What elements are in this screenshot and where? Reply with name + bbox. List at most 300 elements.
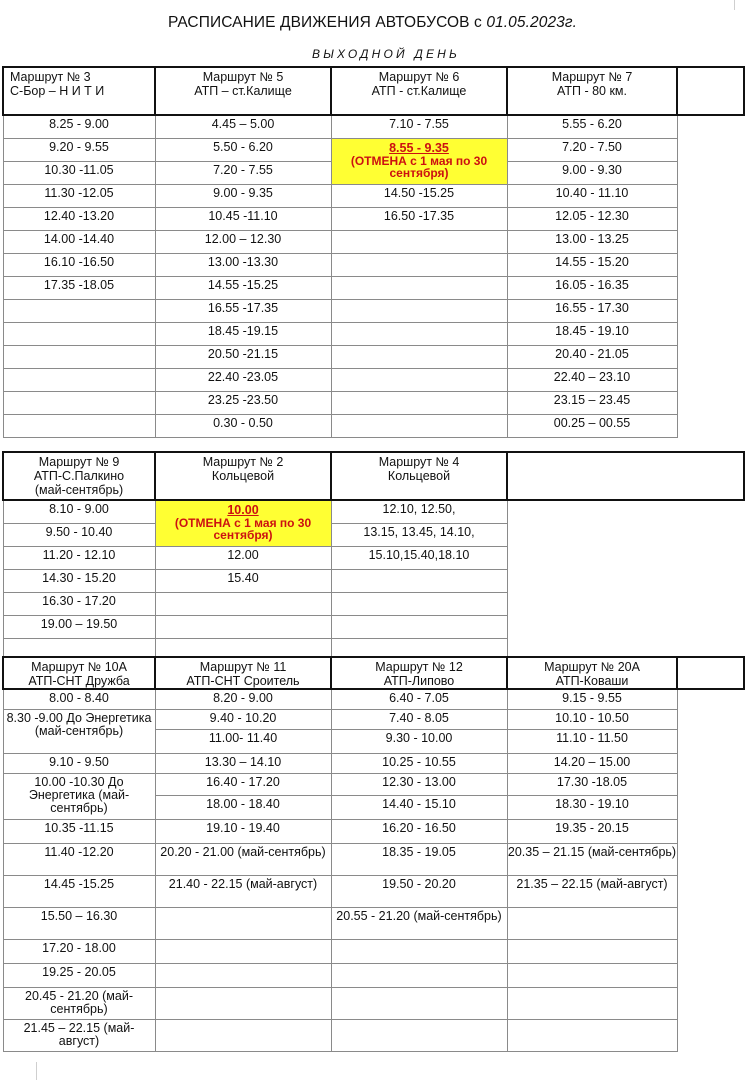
- time-cell: [3, 500, 155, 523]
- time-text: [156, 1020, 331, 1022]
- time-cell: [155, 414, 331, 437]
- time-text: [332, 254, 507, 256]
- time-cell: [155, 843, 331, 875]
- time-text: 7.10 - 7.55: [389, 117, 449, 131]
- time-text: 14.20 – 15.00: [553, 754, 631, 769]
- time-text: [332, 277, 507, 279]
- time-text: 18.45 -19.15: [207, 323, 279, 338]
- route-header-row: [3, 67, 744, 115]
- route-header-20a: [507, 657, 677, 689]
- time-text: 9.20 - 9.55: [49, 139, 109, 154]
- time-cell: [507, 207, 677, 230]
- time-text: 14.40 - 15.10: [382, 796, 456, 811]
- time-cell: [507, 414, 677, 437]
- time-cell: [507, 161, 677, 184]
- time-cell: [331, 592, 507, 615]
- time-cell: [331, 875, 507, 907]
- time-text: 12.05 - 12.30: [555, 208, 629, 223]
- time-text: 20.50 -21.15: [207, 346, 279, 361]
- route-season: (май-сентябрь): [34, 483, 124, 497]
- table-row: [3, 391, 744, 414]
- time-text: [332, 231, 507, 233]
- time-cell: [331, 939, 507, 963]
- blank-margin: [677, 1019, 744, 1051]
- time-cell: [507, 689, 677, 709]
- time-cell: [331, 322, 507, 345]
- time-cell: [331, 569, 507, 592]
- time-text: 11.10 - 11.50: [556, 730, 628, 745]
- table-row: [3, 963, 744, 987]
- blank-margin: [677, 657, 744, 689]
- time-text: 23.25 -23.50: [207, 392, 279, 407]
- time-text: 7.20 - 7.50: [562, 139, 622, 154]
- time-text: 19.50 - 20.20: [382, 876, 456, 891]
- time-cell: [3, 115, 155, 138]
- table-row: [3, 753, 744, 773]
- time-text: 20.55 - 21.20 (май-сентябрь): [336, 908, 502, 923]
- time-cell: [507, 875, 677, 907]
- route-endpoints: АТП - 80 км.: [556, 84, 627, 98]
- route-header-2: [155, 452, 331, 500]
- cancelled-trip-cell: [155, 500, 331, 546]
- time-text: [156, 964, 331, 966]
- blank-margin: [677, 773, 744, 795]
- route-endpoints: АТП – ст.Калище: [194, 84, 292, 98]
- time-text: 16.50 -17.35: [383, 208, 455, 223]
- page-edge-mark: [726, 0, 735, 10]
- time-text: 16.30 - 17.20: [42, 593, 116, 608]
- blank-margin: [507, 523, 744, 546]
- time-cell: [331, 115, 507, 138]
- time-cell: [3, 592, 155, 615]
- time-text: 19.25 - 20.05: [42, 964, 116, 979]
- time-text: 10.45 -11.10: [208, 208, 278, 223]
- time-cell: [3, 569, 155, 592]
- time-cell: [155, 987, 331, 1019]
- time-cell: [155, 773, 331, 795]
- time-text: 9.00 - 9.30: [562, 162, 622, 177]
- table-row: [3, 615, 744, 638]
- time-cell: [155, 299, 331, 322]
- route-endpoints: АТП-Коваши: [555, 674, 629, 688]
- route-number: Маршрут № 6: [378, 70, 460, 84]
- time-text: 10.40 - 11.10: [555, 185, 629, 200]
- blank-margin: [677, 115, 744, 138]
- time-cell: [3, 907, 155, 939]
- time-cell: [155, 368, 331, 391]
- time-cell: [507, 819, 677, 843]
- time-text: 12.40 -13.20: [43, 208, 115, 223]
- route-endpoints: АТП - ст.Калище: [371, 84, 467, 98]
- time-cell: [331, 345, 507, 368]
- time-text: 21.45 – 22.15 (май-август): [23, 1020, 135, 1048]
- blank-margin: [677, 939, 744, 963]
- time-cell: [155, 1019, 331, 1051]
- time-cell: [331, 773, 507, 795]
- time-cell: [331, 299, 507, 322]
- time-text: [332, 593, 507, 595]
- time-text: [508, 1020, 677, 1022]
- blank-margin: [507, 592, 744, 615]
- blank-margin: [677, 843, 744, 875]
- time-text: 10.00 -10.30 До Энергетика (май-сентябрь): [28, 774, 130, 815]
- time-text: [332, 639, 507, 641]
- time-cell: [331, 230, 507, 253]
- time-text: [332, 392, 507, 394]
- time-cell: [3, 276, 155, 299]
- time-text: 16.55 -17.35: [207, 300, 279, 315]
- time-text: 0.30 - 0.50: [213, 415, 273, 430]
- time-cell: [331, 207, 507, 230]
- time-text: [332, 964, 507, 966]
- route-number: Маршрут № 11: [199, 660, 287, 674]
- time-cell: [507, 709, 677, 729]
- route-header-7: [507, 67, 677, 115]
- time-text: 21.40 - 22.15 (май-август): [168, 876, 318, 891]
- time-cell: [3, 391, 155, 414]
- time-cell: [3, 753, 155, 773]
- blank-margin: [677, 875, 744, 907]
- time-cell: [155, 615, 331, 638]
- time-cell: [507, 795, 677, 819]
- time-text: 16.05 - 16.35: [555, 277, 629, 292]
- time-text: 16.55 - 17.30: [555, 300, 629, 315]
- time-text: 17.20 - 18.00: [42, 940, 116, 955]
- time-text: [332, 940, 507, 942]
- time-cell: [331, 184, 507, 207]
- table-row: [3, 523, 744, 546]
- cancellation-note: (ОТМЕНА с 1 мая по 30 сентября): [174, 516, 312, 542]
- time-text: 5.50 - 6.20: [213, 139, 273, 154]
- table-row: [3, 592, 744, 615]
- time-cell: [3, 138, 155, 161]
- time-cell: [3, 615, 155, 638]
- time-text: [332, 300, 507, 302]
- time-cell: [507, 963, 677, 987]
- time-cell: [155, 569, 331, 592]
- time-cell: [3, 843, 155, 875]
- blank-margin: [677, 67, 744, 115]
- time-text: 11.30 -12.05: [44, 185, 114, 200]
- route-endpoints: Кольцевой: [387, 469, 451, 483]
- blank-margin: [677, 230, 744, 253]
- time-cell: [3, 299, 155, 322]
- time-cell: [331, 523, 507, 546]
- time-text: [156, 988, 331, 990]
- time-cell: [3, 322, 155, 345]
- time-text: 9.50 - 10.40: [45, 524, 113, 539]
- time-cell: [155, 207, 331, 230]
- time-text: 20.40 - 21.05: [555, 346, 629, 361]
- time-cell: [3, 773, 155, 819]
- time-cell: [3, 414, 155, 437]
- time-text: 18.00 - 18.40: [206, 796, 280, 811]
- time-text: 20.20 - 21.00 (май-сентябрь): [160, 844, 326, 859]
- time-text: 19.00 – 19.50: [40, 616, 118, 631]
- route-header-10a: [3, 657, 155, 689]
- time-cell: [3, 875, 155, 907]
- time-text: [332, 1020, 507, 1022]
- day-type-label: ВЫХОДНОЙ ДЕНЬ: [312, 47, 461, 61]
- time-cell: [331, 987, 507, 1019]
- time-text: 7.40 - 8.05: [389, 710, 449, 725]
- table-row: [3, 819, 744, 843]
- time-text: 15.40: [227, 570, 259, 585]
- time-cell: [155, 184, 331, 207]
- title-text: РАСПИСАНИЕ ДВИЖЕНИЯ АВТОБУСОВ с: [167, 14, 482, 31]
- title-date: 01.05.2023г.: [486, 14, 578, 31]
- route-number: Маршрут № 5: [202, 70, 284, 84]
- route-number: Маршрут № 4: [378, 455, 460, 469]
- blank-margin: [677, 138, 744, 161]
- time-text: 8.10 - 9.00: [49, 502, 109, 516]
- time-cell: [155, 819, 331, 843]
- time-text: 15.10,15.40,18.10: [368, 547, 470, 562]
- time-text: 10.30 -11.05: [44, 162, 114, 177]
- cancelled-time: 8.55 - 9.35: [389, 140, 449, 155]
- time-text: 15.50 – 16.30: [40, 908, 118, 923]
- time-cell: [155, 592, 331, 615]
- time-cell: [155, 907, 331, 939]
- time-text: 8.30 -9.00 До Энергетика (май-сентябрь): [6, 710, 152, 738]
- time-cell: [155, 939, 331, 963]
- blank-margin: [507, 452, 744, 500]
- time-cell: [155, 276, 331, 299]
- time-cell: [155, 138, 331, 161]
- route-number: Маршрут № 10А: [31, 660, 127, 674]
- blank-margin: [507, 615, 744, 638]
- time-text: 19.35 - 20.15: [555, 820, 629, 835]
- blank-margin: [507, 546, 744, 569]
- time-text: 5.55 - 6.20: [562, 117, 622, 131]
- time-cell: [155, 253, 331, 276]
- time-text: 20.45 - 21.20 (май-сентябрь): [25, 988, 133, 1016]
- table-row: [3, 500, 744, 523]
- time-cell: [331, 843, 507, 875]
- route-endpoints: Кольцевой: [211, 469, 275, 483]
- time-text: 22.40 -23.05: [207, 369, 279, 384]
- route-header-4: [331, 452, 507, 500]
- time-text: [4, 639, 155, 641]
- time-text: [332, 988, 507, 990]
- table-row: [3, 138, 744, 161]
- time-text: 9.10 - 9.50: [49, 754, 109, 769]
- blank-margin: [677, 987, 744, 1019]
- route-endpoints: АТП-СНТ Сроитель: [186, 674, 300, 688]
- time-text: 18.45 - 19.10: [555, 323, 629, 338]
- time-text: [332, 369, 507, 371]
- time-cell: [507, 391, 677, 414]
- table-row: [3, 773, 744, 795]
- time-cell: [507, 907, 677, 939]
- time-cell: [3, 819, 155, 843]
- blank-margin: [677, 753, 744, 773]
- table-row: [3, 1019, 744, 1051]
- time-cell: [331, 1019, 507, 1051]
- time-cell: [507, 138, 677, 161]
- route-header-5: [155, 67, 331, 115]
- blank-margin: [677, 819, 744, 843]
- time-cell: [155, 709, 331, 729]
- table-row: [3, 345, 744, 368]
- time-cell: [3, 546, 155, 569]
- time-cell: [507, 987, 677, 1019]
- table-row: [3, 299, 744, 322]
- route-header-3: [3, 67, 155, 115]
- time-cell: [331, 546, 507, 569]
- route-number: Маршрут № 12: [375, 660, 463, 674]
- time-cell: [331, 689, 507, 709]
- time-cell: [3, 1019, 155, 1051]
- cancelled-time: 10.00: [227, 503, 259, 517]
- time-text: [4, 346, 155, 348]
- time-text: 14.00 -14.40: [43, 231, 115, 246]
- time-cell: [155, 345, 331, 368]
- time-text: [156, 616, 331, 618]
- blank-margin: [677, 729, 744, 753]
- time-cell: [155, 322, 331, 345]
- time-text: [332, 415, 507, 417]
- table-row: [3, 414, 744, 437]
- time-cell: [507, 1019, 677, 1051]
- time-cell: [3, 161, 155, 184]
- time-text: 8.20 - 9.00: [213, 691, 273, 705]
- time-text: 17.30 -18.05: [556, 774, 628, 789]
- time-text: [4, 392, 155, 394]
- page-edge-mark: [36, 1062, 45, 1080]
- time-cell: [3, 987, 155, 1019]
- table-row: [3, 875, 744, 907]
- time-text: 14.50 -15.25: [383, 185, 455, 200]
- time-cell: [507, 253, 677, 276]
- time-text: [156, 940, 331, 942]
- time-cell: [3, 230, 155, 253]
- blank-margin: [677, 322, 744, 345]
- time-text: 7.20 - 7.55: [213, 162, 273, 177]
- time-text: 16.10 -16.50: [43, 254, 115, 269]
- time-text: 4.45 – 5.00: [211, 117, 275, 131]
- time-text: 10.25 - 10.55: [382, 754, 456, 769]
- table-row: [3, 253, 744, 276]
- table-row: [3, 843, 744, 875]
- route-header-row: [3, 452, 744, 500]
- route-endpoints: С-Бор – Н И Т И: [10, 84, 105, 98]
- time-text: 13.00 -13.30: [207, 254, 279, 269]
- time-text: [156, 593, 331, 595]
- time-text: 8.25 - 9.00: [49, 117, 109, 131]
- time-cell: [331, 638, 507, 657]
- route-number: Маршрут № 2: [202, 455, 284, 469]
- time-cell: [3, 689, 155, 709]
- time-cell: [331, 391, 507, 414]
- schedule-block-3: [2, 656, 745, 1052]
- time-text: [332, 570, 507, 572]
- time-text: 19.10 - 19.40: [206, 820, 280, 835]
- time-text: 22.40 – 23.10: [553, 369, 631, 384]
- time-cell: [507, 184, 677, 207]
- time-cell: [3, 963, 155, 987]
- time-cell: [3, 939, 155, 963]
- time-text: 10.10 - 10.50: [555, 710, 629, 725]
- time-text: [508, 908, 677, 910]
- time-text: 20.35 – 21.15 (май-сентябрь): [507, 844, 677, 859]
- time-cell: [507, 773, 677, 795]
- blank-margin: [677, 207, 744, 230]
- route-number: Маршрут № 9: [38, 455, 120, 469]
- blank-margin: [677, 689, 744, 709]
- route-number: Маршрут № 7: [551, 70, 633, 84]
- time-cell: [155, 753, 331, 773]
- cancelled-trip-cell: [331, 138, 507, 184]
- time-text: 11.20 - 12.10: [42, 547, 116, 562]
- time-cell: [507, 322, 677, 345]
- time-text: 6.40 - 7.05: [389, 691, 449, 705]
- time-text: 23.15 – 23.45: [553, 392, 631, 407]
- blank-margin: [677, 345, 744, 368]
- table-row: [3, 689, 744, 709]
- time-cell: [331, 753, 507, 773]
- table-row: [3, 709, 744, 729]
- time-cell: [3, 368, 155, 391]
- route-header-12: [331, 657, 507, 689]
- route-number: Маршрут № 20А: [544, 660, 640, 674]
- time-cell: [155, 230, 331, 253]
- time-text: 12.30 - 13.00: [382, 774, 456, 789]
- time-cell: [331, 963, 507, 987]
- blank-margin: [677, 161, 744, 184]
- time-text: 16.20 - 16.50: [382, 820, 456, 835]
- table-row: [3, 939, 744, 963]
- time-text: [4, 323, 155, 325]
- time-text: 18.35 - 19.05: [382, 844, 456, 859]
- time-cell: [331, 729, 507, 753]
- route-header-row: [3, 657, 744, 689]
- time-text: [4, 369, 155, 371]
- time-text: [332, 616, 507, 618]
- time-text: 9.30 - 10.00: [385, 730, 453, 745]
- time-cell: [331, 795, 507, 819]
- time-text: 14.55 - 15.20: [555, 254, 629, 269]
- time-text: 14.30 - 15.20: [42, 570, 116, 585]
- time-cell: [507, 345, 677, 368]
- time-text: 00.25 – 00.55: [553, 415, 631, 430]
- time-text: 9.40 - 10.20: [209, 710, 277, 725]
- time-cell: [331, 615, 507, 638]
- route-header-11: [155, 657, 331, 689]
- time-text: 13.00 - 13.25: [555, 231, 629, 246]
- table-row: [3, 115, 744, 138]
- time-cell: [155, 115, 331, 138]
- time-cell: [155, 795, 331, 819]
- blank-margin: [507, 500, 744, 523]
- time-text: 12.10, 12.50,: [382, 502, 456, 516]
- time-cell: [507, 115, 677, 138]
- time-text: 13.30 – 14.10: [204, 754, 282, 769]
- time-cell: [507, 299, 677, 322]
- table-row: [3, 230, 744, 253]
- time-cell: [155, 963, 331, 987]
- blank-margin: [677, 907, 744, 939]
- time-text: [4, 300, 155, 302]
- time-cell: [155, 638, 331, 657]
- route-endpoints: АТП-Липово: [383, 674, 455, 688]
- time-text: 12.00: [227, 547, 259, 562]
- route-endpoints: АТП-С.Палкино: [33, 469, 125, 483]
- time-cell: [155, 546, 331, 569]
- time-cell: [155, 161, 331, 184]
- table-row: [3, 276, 744, 299]
- blank-margin: [677, 253, 744, 276]
